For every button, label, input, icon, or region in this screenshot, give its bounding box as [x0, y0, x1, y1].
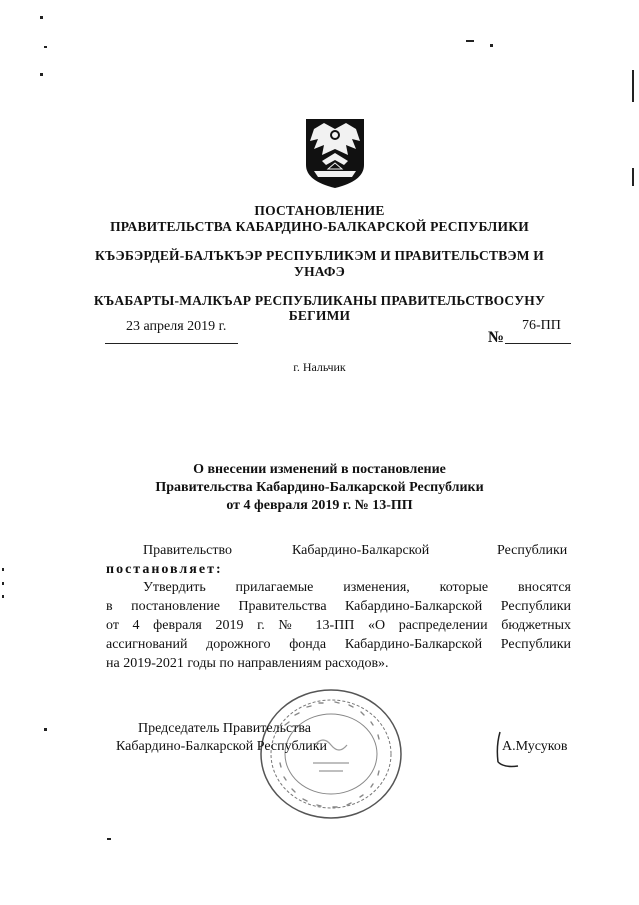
title-line2: Правительства Кабардино-Балкарской Республики — [155, 480, 484, 495]
government-name-krc-line1: КЪАБАРТЫ-МАЛКЪАР РЕСПУБЛИКАНЫ ПРАВИТЕЛЬСТВОСУНУ — [93, 293, 546, 308]
government-name-kbd-line2: УНАФЭ — [293, 264, 346, 279]
number-label: № — [488, 329, 505, 346]
scan-speck — [44, 46, 47, 48]
scan-speck — [2, 568, 4, 571]
doc-type: ПОСТАНОВЛЕНИЕ — [254, 203, 385, 218]
signatory-position-line2: Кабардино-Балкарской Республики — [116, 739, 327, 754]
title-line1: О внесении изменений в постановление — [193, 462, 446, 477]
decree-word: постановляет: — [106, 562, 223, 577]
paragraph-line: ассигнований дорожного фонда Кабардино-Балкарской Республики — [106, 637, 571, 652]
coat-of-arms-emblem — [300, 115, 370, 189]
government-name-kbd-line1: КЪЭБЭРДЕЙ-БАЛЪКЪЭР РЕСПУБЛИКЭМ И ПРАВИТЕЛЬСТВЭМ И — [95, 248, 544, 263]
scan-speck — [466, 40, 474, 42]
intro-word-2: Кабардино-Балкарской — [292, 543, 430, 558]
scan-edge-mark — [632, 70, 634, 102]
paragraph-line: Утвердить прилагаемые изменения, которые вносятся — [143, 580, 571, 595]
number-underline — [505, 343, 571, 344]
scan-speck — [107, 838, 111, 840]
document-number: 76-ПП — [522, 318, 561, 333]
date-underline — [105, 343, 238, 344]
scan-speck — [490, 44, 493, 47]
document-date: 23 апреля 2019 г. — [126, 319, 227, 334]
city: г. Нальчик — [293, 360, 346, 374]
scan-edge-mark — [632, 168, 634, 186]
signatory-position-line1: Председатель Правительства — [138, 721, 311, 736]
intro-word-1: Правительство — [143, 543, 232, 558]
scan-speck — [2, 582, 4, 585]
scan-speck — [44, 728, 47, 731]
signatory-name: А.Мусуков — [502, 739, 568, 754]
scan-speck — [40, 16, 43, 19]
government-name-krc-line2: БЕГИМИ — [288, 308, 351, 323]
paragraph-line: от 4 февраля 2019 г. № 13-ПП «О распределении бюджетных — [106, 618, 571, 633]
paragraph-line: на 2019-2021 годы по направлениям расходов». — [106, 656, 389, 671]
intro-word-3: Республики — [497, 543, 568, 558]
title-line3: от 4 февраля 2019 г. № 13-ПП — [226, 498, 413, 513]
government-name-ru: ПРАВИТЕЛЬСТВА КАБАРДИНО-БАЛКАРСКОЙ РЕСПУБЛИКИ — [110, 219, 529, 234]
scan-speck — [2, 595, 4, 598]
paragraph-line: в постановление Правительства Кабардино-Балкарской Республики — [106, 599, 571, 614]
scan-speck — [40, 73, 43, 76]
